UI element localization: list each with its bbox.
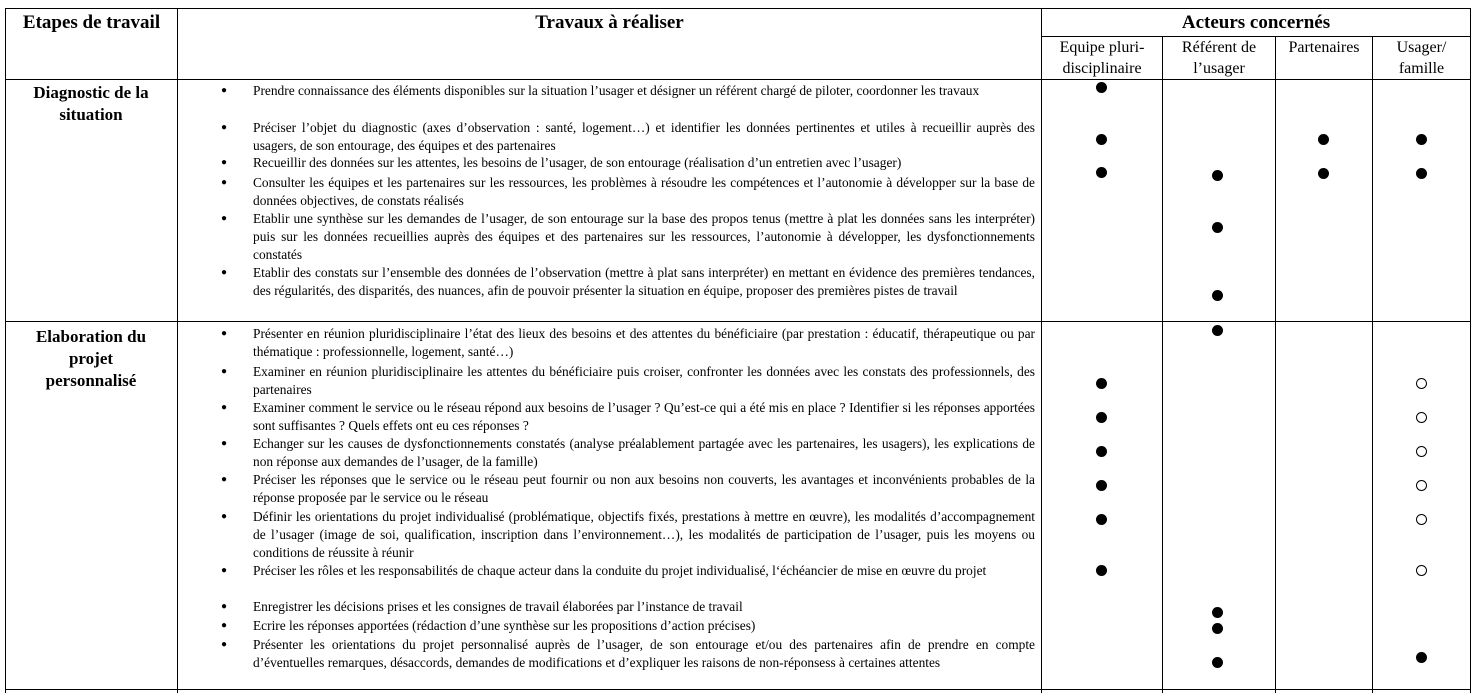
task-item — [221, 598, 1035, 616]
actor-header-equipe — [1042, 37, 1162, 79]
bullet-icon: ● — [221, 438, 228, 449]
filled-dot-icon — [1416, 168, 1427, 179]
actor-header-partenaires — [1276, 37, 1372, 58]
task-item — [221, 119, 1035, 155]
actor-header-line: Equipe pluri- — [1059, 39, 1145, 56]
bullet-icon: ● — [221, 474, 228, 485]
row-divider — [5, 79, 1471, 80]
header-travaux: Travaux à réaliser — [535, 12, 684, 33]
task-item — [221, 363, 1035, 399]
filled-dot-icon — [1416, 134, 1427, 145]
filled-dot-icon — [1096, 378, 1107, 389]
task-text: Présenter en réunion pluridisciplinaire l’état des lieux des besoins et des attentes du bénéficiaire (par prestation : éducatif, thérapeutique ou par thématique : professionnelle, logement, santé…) — [253, 326, 1035, 359]
filled-dot-icon — [1096, 82, 1107, 93]
task-text: Prendre connaissance des éléments disponibles sur la situation l’usager et désigner un référent chargé de piloter, coordonner les travaux — [253, 83, 980, 98]
filled-dot-icon — [1096, 514, 1107, 525]
filled-dot-icon — [1096, 480, 1107, 491]
filled-dot-icon — [1096, 167, 1107, 178]
column-divider — [177, 8, 178, 693]
actor-header-line: disciplinaire — [1062, 60, 1142, 77]
column-divider — [1275, 36, 1276, 693]
filled-dot-icon — [1318, 168, 1329, 179]
column-divider — [1162, 36, 1163, 693]
task-item — [221, 325, 1035, 361]
row-divider — [5, 321, 1471, 322]
bullet-icon: ● — [221, 565, 228, 576]
actor-header-line: Référent de — [1181, 39, 1257, 56]
open-circle-icon — [1416, 514, 1427, 525]
header-etapes: Etapes de travail — [22, 12, 161, 33]
open-circle-icon — [1416, 412, 1427, 423]
actor-header-line: l’usager — [1193, 60, 1245, 77]
filled-dot-icon — [1096, 134, 1107, 145]
column-divider — [1041, 8, 1042, 693]
filled-dot-icon — [1212, 170, 1223, 181]
filled-dot-icon — [1416, 652, 1427, 663]
task-text: Préciser les réponses que le service ou le réseau peut fournir ou non aux besoins non couverts, les avantages et inconvénients probables de la réponse proposée par le service ou le réseau — [253, 472, 1035, 505]
table-border-top — [5, 8, 1471, 9]
task-item — [221, 636, 1035, 672]
bullet-icon: ● — [221, 366, 228, 377]
actor-header-usager — [1373, 37, 1470, 79]
stage-label-diagnostic — [6, 82, 176, 126]
bullet-icon: ● — [221, 402, 228, 413]
bullet-icon: ● — [221, 328, 228, 339]
bullet-icon: ● — [221, 213, 228, 224]
task-text: Recueillir des données sur les attentes, les besoins de l’usager, de son entourage (réalisation d’un entretien avec l’usager) — [253, 155, 902, 170]
task-text: Ecrire les réponses apportées (rédaction d’une synthèse sur les propositions d’action précises) — [253, 618, 756, 633]
task-item — [221, 154, 1035, 172]
actor-header-line: Usager/ — [1396, 39, 1447, 56]
bullet-icon: ● — [221, 620, 228, 631]
column-divider — [1372, 36, 1373, 693]
task-item — [221, 562, 1035, 580]
task-text: Consulter les équipes et les partenaires sur les ressources, les problèmes à résoudre les compétences et l’autonomie à développer sur la base de données objectives, de constats réalisés — [253, 175, 1035, 208]
stage-label-line: projet — [68, 349, 114, 368]
task-item — [221, 508, 1035, 562]
filled-dot-icon — [1212, 290, 1223, 301]
filled-dot-icon — [1212, 607, 1223, 618]
stage-label-line: situation — [59, 105, 123, 124]
bullet-icon: ● — [221, 157, 228, 168]
task-text: Présenter les orientations du projet personnalisé auprès de l’usager, de son entourage et/ou des partenaires afin de prendre en compte d’éventuelles remarques, désaccords, demandes de modifications et d’expliquer les raisons de non-réponsess à certaines attentes — [253, 637, 1035, 670]
task-item — [221, 264, 1035, 300]
bullet-icon: ● — [221, 601, 228, 612]
task-item — [221, 210, 1035, 264]
task-text: Echanger sur les causes de dysfonctionnements constatés (analyse préalablement partagée avec les partenaires, les usagers), les explications de non réponse aux demandes de l’usager, de la famille) — [253, 436, 1035, 469]
filled-dot-icon — [1212, 623, 1223, 634]
filled-dot-icon — [1096, 565, 1107, 576]
bullet-icon: ● — [221, 177, 228, 188]
bullet-icon: ● — [221, 85, 228, 96]
stage-label-line: Diagnostic de la — [33, 83, 149, 102]
filled-dot-icon — [1096, 412, 1107, 423]
task-item — [221, 617, 1035, 635]
task-item — [221, 399, 1035, 435]
task-item — [221, 174, 1035, 210]
actor-header-referent — [1163, 37, 1275, 79]
bullet-icon: ● — [221, 122, 228, 133]
task-text: Etablir une synthèse sur les demandes de l’usager, de son entourage sur la base des propos tenus (mettre à plat les données sans les interpréter) puis sur les données recueillies auprès des équipes et des partenaires sur les ressources, l’autonomie à développer, les dysfonctionnements constatés — [253, 211, 1035, 262]
bullet-icon: ● — [221, 267, 228, 278]
task-item — [221, 435, 1035, 471]
bullet-icon: ● — [221, 511, 228, 522]
filled-dot-icon — [1212, 657, 1223, 668]
task-item — [221, 471, 1035, 507]
filled-dot-icon — [1096, 446, 1107, 457]
filled-dot-icon — [1212, 222, 1223, 233]
filled-dot-icon — [1212, 325, 1223, 336]
open-circle-icon — [1416, 480, 1427, 491]
task-text: Enregistrer les décisions prises et les consignes de travail élaborées par l’instance de travail — [253, 599, 743, 614]
actor-header-line: famille — [1398, 60, 1445, 77]
bullet-icon: ● — [221, 639, 228, 650]
task-text: Préciser les rôles et les responsabilités de chaque acteur dans la conduite du projet individualisé, l‘échéancier de mise en œuvre du projet — [253, 563, 987, 578]
task-text: Etablir des constats sur l’ensemble des données de l’observation (mettre à plat sans interpréter) en mettant en évidence des premières tendances, des régularités, des disparités, des nuances, afin de pouvoir présenter la situation en équipe, proposer des premières pistes de travail — [253, 265, 1035, 298]
stage-label-elaboration — [6, 326, 176, 392]
actor-header-line: Partenaires — [1288, 39, 1360, 56]
table-border-right — [1470, 8, 1471, 693]
open-circle-icon — [1416, 378, 1427, 389]
task-item — [221, 82, 1035, 100]
task-text: Préciser l’objet du diagnostic (axes d’observation : santé, logement…) et identifier les données pertinentes et utiles à recueillir auprès des usagers, de son entourage, des équipes et des partenaires — [253, 120, 1035, 153]
task-text: Définir les orientations du projet individualisé (problématique, objectifs fixés, prestations à mettre en œuvre), les modalités d’accompagnement de l’usager (image de soi, qualification, inscription dans l’environnement…), les modalités de participation de l’usager, puis les moyens ou conditions de réussite à réunir — [253, 509, 1035, 560]
row-divider — [5, 689, 1471, 690]
task-text: Examiner comment le service ou le réseau répond aux besoins de l’usager ? Qu’est-ce qui a été mis en place ? Identifier si les réponses apportées sont suffisantes ? Quels effets ont eu ces réponses ? — [253, 400, 1035, 433]
header-acteurs: Acteurs concernés — [1181, 12, 1331, 33]
stage-label-line: personnalisé — [45, 371, 137, 390]
filled-dot-icon — [1318, 134, 1329, 145]
task-text: Examiner en réunion pluridisciplinaire les attentes du bénéficiaire puis croiser, confronter les données avec les constats des professionnels, des partenaires — [253, 364, 1035, 397]
stage-label-line: Elaboration du — [35, 327, 147, 346]
open-circle-icon — [1416, 565, 1427, 576]
open-circle-icon — [1416, 446, 1427, 457]
